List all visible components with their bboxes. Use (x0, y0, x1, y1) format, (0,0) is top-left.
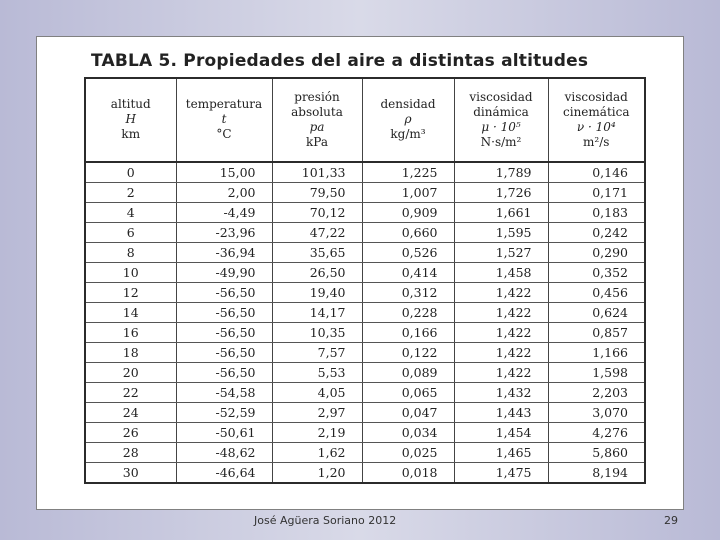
table-row (86, 162, 644, 183)
table-row (86, 423, 644, 443)
table-cell: 0,171 (548, 183, 644, 203)
table-row (86, 463, 644, 483)
table-cell: -4,49 (176, 203, 272, 223)
table-cell: 2,19 (272, 423, 362, 443)
table-cell: 15,00 (176, 162, 272, 183)
table-cell: 3,070 (548, 403, 644, 423)
table-cell: 0,122 (362, 343, 454, 363)
table-cell: 0,857 (548, 323, 644, 343)
table-cell: 1,422 (454, 343, 548, 363)
table-cell: -23,96 (176, 223, 272, 243)
table-cell: 0,909 (362, 203, 454, 223)
header-altitude: altitud H km (86, 79, 176, 162)
table-cell: 0 (86, 162, 176, 183)
table-cell: -54,58 (176, 383, 272, 403)
table-cell: 5,53 (272, 363, 362, 383)
table-cell: 101,33 (272, 162, 362, 183)
table-cell: 6 (86, 223, 176, 243)
table-row (86, 383, 644, 403)
table-cell: 4,276 (548, 423, 644, 443)
table-cell: -56,50 (176, 363, 272, 383)
table-title: TABLA 5. Propiedades del aire a distintas altitudes (91, 51, 589, 71)
table-cell: 1,007 (362, 183, 454, 203)
table-cell: -56,50 (176, 323, 272, 343)
table-row (86, 243, 644, 263)
header-row (86, 79, 644, 162)
table-cell: -52,59 (176, 403, 272, 423)
table-cell: 0,526 (362, 243, 454, 263)
table-row (86, 323, 644, 343)
table-cell: 0,018 (362, 463, 454, 483)
header-temperature: temperatura t °C (176, 79, 272, 162)
table-cell: 10 (86, 263, 176, 283)
table-row (86, 283, 644, 303)
table-cell: 1,422 (454, 283, 548, 303)
table-cell: 0,228 (362, 303, 454, 323)
table-cell: 0,660 (362, 223, 454, 243)
table-cell: 0,166 (362, 323, 454, 343)
table-cell: 8 (86, 243, 176, 263)
table-cell: 47,22 (272, 223, 362, 243)
table-cell: 1,422 (454, 303, 548, 323)
table-cell: 0,034 (362, 423, 454, 443)
header-pressure: presión absoluta pa kPa (272, 79, 362, 162)
table-cell: 2 (86, 183, 176, 203)
table-cell: 1,62 (272, 443, 362, 463)
table-body (86, 162, 644, 482)
table-cell: 0,065 (362, 383, 454, 403)
table-row (86, 403, 644, 423)
table-cell: 79,50 (272, 183, 362, 203)
table-cell: 19,40 (272, 283, 362, 303)
table-row (86, 263, 644, 283)
table-cell: 10,35 (272, 323, 362, 343)
table-cell: 0,047 (362, 403, 454, 423)
table-cell: 24 (86, 403, 176, 423)
table-cell: 1,465 (454, 443, 548, 463)
table-cell: -49,90 (176, 263, 272, 283)
table-cell: -48,62 (176, 443, 272, 463)
header-dynamic-viscosity: viscosidad dinámica μ · 10⁵ N·s/m² (454, 79, 548, 162)
slide (36, 36, 684, 510)
table-cell: 0,146 (548, 162, 644, 183)
table-row (86, 443, 644, 463)
table-cell: 1,661 (454, 203, 548, 223)
table-cell: 5,860 (548, 443, 644, 463)
table-cell: 16 (86, 323, 176, 343)
table-cell: 14,17 (272, 303, 362, 323)
table-cell: 1,595 (454, 223, 548, 243)
table-cell: 1,432 (454, 383, 548, 403)
header-kinematic-viscosity: viscosidad cinemática ν · 10⁴ m²/s (548, 79, 644, 162)
table-cell: -46,64 (176, 463, 272, 483)
table-cell: 1,422 (454, 323, 548, 343)
table-cell: -56,50 (176, 343, 272, 363)
author-credit: José Agüera Soriano 2012 (254, 514, 397, 527)
table-cell: 1,475 (454, 463, 548, 483)
table-cell: -50,61 (176, 423, 272, 443)
page-number: 29 (664, 514, 678, 527)
table-cell: 1,225 (362, 162, 454, 183)
table-cell: -56,50 (176, 303, 272, 323)
table-cell: 2,97 (272, 403, 362, 423)
table-cell: -56,50 (176, 283, 272, 303)
table-cell: 1,789 (454, 162, 548, 183)
table-cell: 0,312 (362, 283, 454, 303)
table-cell: 1,20 (272, 463, 362, 483)
table-row (86, 363, 644, 383)
table-cell: 1,726 (454, 183, 548, 203)
table-cell: 4 (86, 203, 176, 223)
table-cell: 28 (86, 443, 176, 463)
table-cell: 35,65 (272, 243, 362, 263)
table-row (86, 203, 644, 223)
data-table-frame (84, 77, 646, 484)
air-properties-table (86, 79, 644, 482)
table-cell: 2,203 (548, 383, 644, 403)
table-cell: 0,290 (548, 243, 644, 263)
table-cell: 14 (86, 303, 176, 323)
table-cell: 0,456 (548, 283, 644, 303)
table-cell: 0,089 (362, 363, 454, 383)
table-row (86, 223, 644, 243)
table-cell: 20 (86, 363, 176, 383)
table-cell: 26 (86, 423, 176, 443)
table-cell: -36,94 (176, 243, 272, 263)
table-cell: 18 (86, 343, 176, 363)
table-cell: 0,242 (548, 223, 644, 243)
table-cell: 0,025 (362, 443, 454, 463)
table-cell: 0,414 (362, 263, 454, 283)
table-cell: 7,57 (272, 343, 362, 363)
table-cell: 2,00 (176, 183, 272, 203)
table-cell: 4,05 (272, 383, 362, 403)
table-cell: 12 (86, 283, 176, 303)
header-density: densidad ρ kg/m³ (362, 79, 454, 162)
table-cell: 0,352 (548, 263, 644, 283)
table-cell: 0,624 (548, 303, 644, 323)
table-cell: 1,422 (454, 363, 548, 383)
table-cell: 1,527 (454, 243, 548, 263)
table-cell: 1,598 (548, 363, 644, 383)
table-cell: 1,458 (454, 263, 548, 283)
table-cell: 22 (86, 383, 176, 403)
table-cell: 0,183 (548, 203, 644, 223)
table-cell: 1,166 (548, 343, 644, 363)
table-cell: 30 (86, 463, 176, 483)
table-cell: 1,443 (454, 403, 548, 423)
table-row (86, 343, 644, 363)
table-cell: 70,12 (272, 203, 362, 223)
table-cell: 26,50 (272, 263, 362, 283)
table-row (86, 303, 644, 323)
table-cell: 8,194 (592, 465, 628, 480)
table-row (86, 183, 644, 203)
table-cell: 1,454 (454, 423, 548, 443)
